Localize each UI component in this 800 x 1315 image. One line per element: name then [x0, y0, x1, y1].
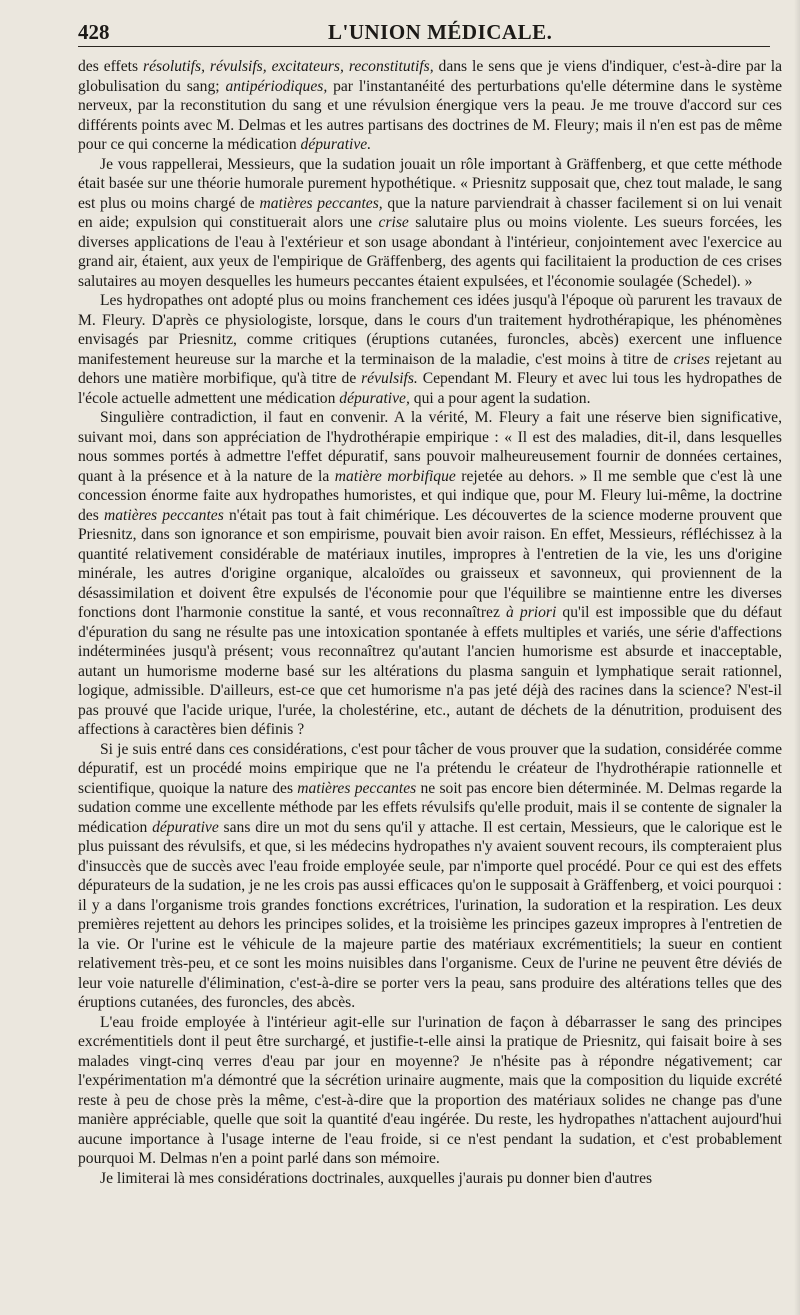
italic-run: dépurative. [300, 136, 372, 153]
italic-run: matière morbifique [334, 467, 456, 485]
text-run: qu'il est impossible que du défaut d'épuration du sang ne résulte pas une intoxication spontanée à effets multiples et variés, une série d'affections indéterminées jusqu'à présent; vous reconnaîtrez qu'autant l'ancien humorisme est absurde et inacceptable, autant un humorisme moderne basé sur les altérations du plasma sanguin et lymphatique serait rationnel, logique, admissible. D'ailleurs, est-ce que cet humorisme n'a pas jeté déjà des racines dans la science? N'est-il pas prouvé que l'acide urique, l'urée, la cholestérine, etc., autant de déchets de la dénutrition, produisent des affections à caractères bien définis ? [78, 604, 782, 738]
italic-run: dépurative [152, 818, 219, 836]
paragraph [78, 740, 782, 1013]
text-run: sans dire un mot du sens qu'il y attache. Il est certain, Messieurs, que le calorique est le plus puissant des révulsifs, et que, si les médecins hydropathes n'y avaient souvent recours, ils compteraient plus d'insuccès que de succès avec l'eau froide employée seule, par n'importe quel procédé. Pour ce qui est des effets dépurateurs de la sudation, je ne les crois pas aussi efficaces qu'on le supposait à Gräffenberg, et voici pourquoi : il y a dans l'organisme trois grandes fonctions excrétrices, l'urination, la sudoration et la respiration. Les deux premières rejettent au dehors les principes solides, et la troisième les principes gazeux impropres à l'entretien de la vie. Or l'urine est le véhicule de la majeure partie des matériaux excrémentitiels; la sueur en contient relativement très-peu, et ce sont les moins nuisibles dans l'organisme. Ceux de l'urine ne peuvent être déviés de leur voie naturelle d'élimination, c'est-à-dire se porter vers la peau, sans produire des altérations telles que des éruptions cutanées, des furoncles, des abcès. [78, 818, 782, 1011]
paragraph [78, 1013, 782, 1169]
text-run: Cependant M. Fleury et avec lui tous les hydropathes de l'école actuelle admettent une médication [78, 370, 782, 407]
italic-run: à priori [506, 604, 557, 621]
italic-run: matières peccantes, [259, 194, 383, 212]
paragraph [78, 155, 782, 292]
italic-run: résolutifs, révulsifs, excitateurs, reconstitutifs, [143, 58, 434, 75]
text-run: Si je suis entré dans ces considérations, c'est pour tâcher de vous prouver que la sudation, considérée comme dépuratif, est un procédé moins empirique que ne l'a prétendu le créateur de l'hydrothérapie rationnelle et scientifique, quoique la nature des [78, 740, 782, 797]
italic-run: matières peccantes [297, 779, 417, 797]
paragraph [78, 408, 782, 740]
text-run: dans le sens que je viens d'indiquer, c'est-à-dire par la globulisation du sang; [78, 58, 782, 95]
italic-run: antipériodiques, [225, 77, 328, 95]
text-run: ne soit pas encore bien déterminée. M. Delmas regarde la sudation comme une excellente méthode par les effets révulsifs qu'elle produit, mais il se contente de signaler la médication [78, 779, 782, 836]
text-run: L'eau froide employée à l'intérieur agit-elle sur l'urination de façon à débarrasser le sang des principes excrémentitiels dont il peut être surchargé, et justifie-t-elle ainsi la pratique de Priesnitz, qui faisait boire à ses malades vingt-cinq verres d'eau par jour en moyenne? Je n'hésite pas à répondre négativement; car l'expérimentation m'a démontré que la sécrétion urinaire augmente, mais que la composition du liquide excrété reste à peu de chose près la même, c'est-à-dire que la proportion des matériaux solides ne change pas d'une manière appréciable, quelle que soit la quantité d'eau ingérée. Du reste, les hydropathes n'attachent aujourd'hui aucune importance à l'usage interne de l'eau froide, si ce n'est pendant la sudation, et c'est probablement pourquoi M. Delmas n'en a point parlé dans son mémoire. [78, 1013, 782, 1167]
text-run: que la nature parviendrait à chasser facilement si on lui venait en aide; expulsion qui constituerait alors une [78, 194, 782, 231]
running-head: L'UNION MÉDICALE. [328, 20, 553, 44]
text-run: Je limiterai là mes considérations doctrinales, auxquelles j'aurais pu donner bien d'autres [100, 1169, 653, 1187]
page-header [78, 16, 770, 47]
text-run: qui a pour agent la sudation. [409, 389, 591, 407]
text-run: salutaire plus ou moins violente. Les sueurs forcées, les diverses applications de l'eau à l'extérieur et son usage abondant à l'intérieur, conjointement avec l'exercice au grand air, étaient, aux yeux de l'empirique de Gräffenberg, des agents qui facilitaient la production de ces crises salutaires au moyen desquelles les humeurs peccantes étaient expulsées, et l'économie soulagée (Schedel). » [78, 214, 782, 290]
paragraph [78, 1169, 782, 1189]
italic-run: crise [378, 214, 409, 231]
page-edge-shadow [794, 0, 800, 1315]
italic-run: crises [673, 350, 710, 368]
text-run: Singulière contradiction, il faut en convenir. A la vérité, M. Fleury a fait une réserve bien significative, suivant moi, dans son appréciation de l'hydrothérapie empirique : « Il est des maladies, dit-il, dans lesquelles nous sommes portés à admettre l'effet dépuratif, sans pouvoir malheureusement fournir de données certaines, quant à la présence et à la nature de la [78, 409, 782, 485]
italic-run: matières peccantes [103, 506, 224, 524]
text-run: rejetant au dehors une matière morbifique, qu'à titre de [78, 350, 782, 387]
italic-run: révulsifs. [361, 370, 418, 387]
article-body [78, 57, 782, 1188]
text-run: des effets [78, 58, 144, 75]
text-run: n'était pas tout à fait chimérique. Les découvertes de la science moderne prouvent que Priesnitz, dans son ignorance et son empirisme, pouvait bien avoir raison. En effet, Messieurs, réfléchissez à la quantité relativement considérable de matériaux inutiles, impropres à l'entretien de la vie, les uns d'origine minérale, les autres d'origine organique, alcaloïdes ou graisseux et savonneux, qui proviennent de la désassimilation et doivent être expulsés de l'économie pour que l'équilibre se maintienne entre les diverses fonctions dont l'harmonie constitue la santé, et vous reconnaîtrez [78, 506, 783, 621]
italic-run: dépurative, [339, 389, 410, 407]
text-run: Les hydropathes ont adopté plus ou moins franchement ces idées jusqu'à l'époque où parurent les travaux de M. Fleury. D'après ce physiologiste, lorsque, dans le cours d'un traitement hydrothérapique, les phénomènes envisagés par Priesnitz, comme critiques (éruptions cutanées, furoncles, abcès) exercent une influence manifestement heureuse sur la marche et la terminaison de la maladie, c'est moins à titre de [78, 292, 782, 368]
text-run: Je vous rappellerai, Messieurs, que la sudation jouait un rôle important à Gräffenberg, et que cette méthode était basée sur une théorie humorale purement hypothétique. « Priesnitz supposait que, chez tout malade, le sang est plus ou moins chargé de [78, 155, 782, 212]
page-number: 428 [78, 20, 110, 44]
text-run: par l'instantanéité des perturbations qu'elle détermine dans le système nerveux, par la reconstitution du sang et une révulsion énergique vers la peau. Je me trouve d'accord sur ces différents points avec M. Delmas et les autres partisans des doctrines de M. Fleury; mais il n'en est pas de même pour ce qui concerne la médication [78, 77, 783, 153]
paragraph [78, 57, 782, 155]
text-run: rejetée au dehors. » Il me semble que c'est là une concession énorme faite aux hydropathes humoristes, et qui indique que, pour M. Fleury lui-même, la doctrine des [78, 467, 782, 524]
paragraph [78, 291, 782, 408]
